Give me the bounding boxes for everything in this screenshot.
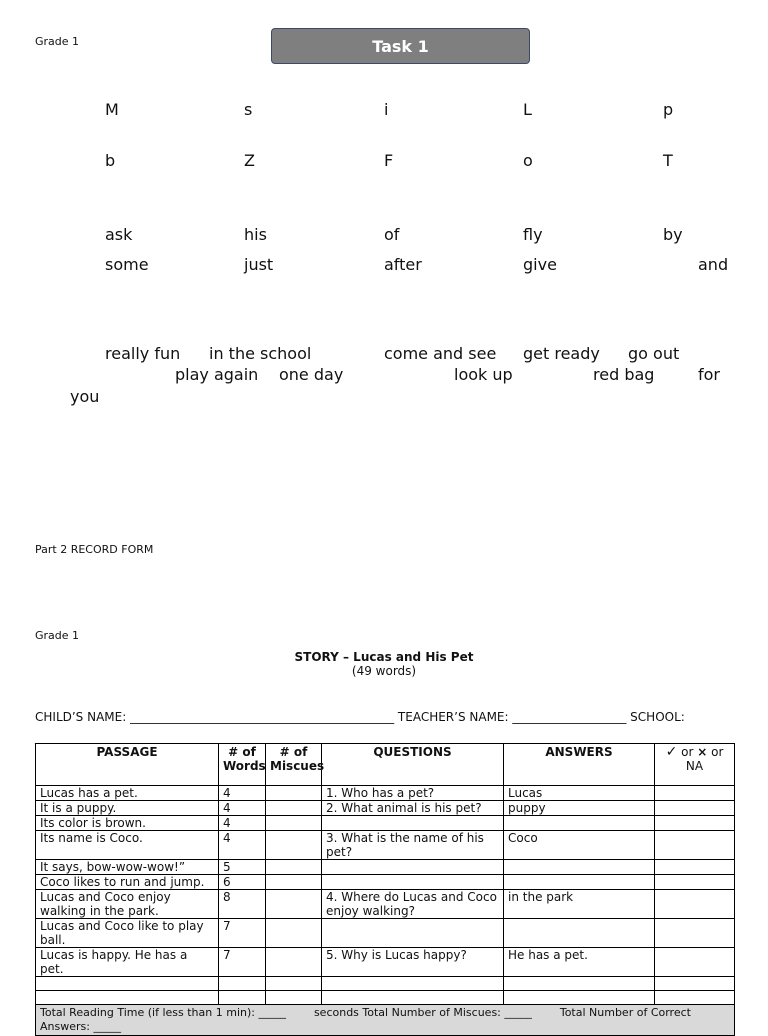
empty-row [36, 977, 735, 991]
story-title [0, 650, 768, 664]
mark-cell[interactable] [655, 831, 735, 860]
answer-cell: He has a pet. [504, 948, 655, 977]
col-header-answers: ANSWERS [504, 744, 655, 786]
word: ask [105, 225, 133, 244]
story-name: – Lucas and His Pet [338, 650, 474, 664]
answer-cell: Lucas [504, 786, 655, 801]
miscues-cell[interactable] [266, 919, 322, 948]
table-row [36, 875, 735, 890]
question-cell [322, 860, 504, 875]
empty-cell[interactable] [266, 977, 322, 991]
question-cell [322, 875, 504, 890]
col-header-words: # of Words [219, 744, 266, 786]
totals-text[interactable]: Total Reading Time (if less than 1 min): _____ seconds Total Number of Miscues: _____ Total Number of Correct Answers: _____ [36, 1005, 735, 1036]
letter: o [523, 151, 533, 170]
table-row [36, 860, 735, 875]
empty-cell[interactable] [219, 977, 266, 991]
form-grade-label: Grade 1 [35, 629, 80, 642]
phrase: red bag [593, 365, 655, 384]
passage-cell: Lucas and Coco enjoy walking in the park. [36, 890, 219, 919]
mark-cell[interactable] [655, 948, 735, 977]
passage-cell: Lucas and Coco like to play ball. [36, 919, 219, 948]
passage-cell: Its color is brown. [36, 816, 219, 831]
answer-cell: in the park [504, 890, 655, 919]
story-word-count: (49 words) [351, 664, 417, 678]
word: of [384, 225, 400, 244]
question-cell [322, 919, 504, 948]
phrase: come and see [384, 344, 497, 363]
phrase: really fun [105, 344, 181, 363]
col-header-passage: PASSAGE [36, 744, 219, 786]
empty-cell[interactable] [504, 991, 655, 1005]
miscues-cell[interactable] [266, 890, 322, 919]
answer-cell: Coco [504, 831, 655, 860]
passage-cell: Its name is Coco. [36, 831, 219, 860]
empty-cell[interactable] [36, 977, 219, 991]
table-row [36, 890, 735, 919]
empty-cell[interactable] [655, 991, 735, 1005]
task-title: Task 1 [372, 36, 429, 56]
empty-cell[interactable] [655, 977, 735, 991]
words-cell: 7 [219, 919, 266, 948]
phrase: get ready [523, 344, 600, 363]
phrase: for [698, 365, 720, 384]
record-table [35, 743, 735, 1036]
answer-cell: puppy [504, 801, 655, 816]
mark-na: NA [685, 759, 704, 773]
miscues-cell[interactable] [266, 786, 322, 801]
mark-cell[interactable] [655, 801, 735, 816]
table-row [36, 831, 735, 860]
grade-label: Grade 1 [35, 35, 80, 48]
passage-cell: It is a puppy. [36, 801, 219, 816]
word: just [244, 255, 274, 274]
answer-cell [504, 860, 655, 875]
answer-cell [504, 875, 655, 890]
child-info-line[interactable]: CHILD’S NAME: ____________________________________________ TEACHER’S NAME: ___________________ SCHOOL: ___________________ [35, 710, 685, 744]
table-header-row [36, 744, 735, 786]
empty-cell[interactable] [504, 977, 655, 991]
check-icon: ✓ [665, 744, 678, 760]
phrase: in the school [209, 344, 312, 363]
empty-cell[interactable] [322, 977, 504, 991]
question-cell: 4. Where do Lucas and Coco enjoy walking? [322, 890, 504, 919]
word: some [105, 255, 149, 274]
question-cell: 3. What is the name of his pet? [322, 831, 504, 860]
empty-cell[interactable] [322, 991, 504, 1005]
mark-or-2: or [711, 745, 724, 759]
col-header-questions: QUESTIONS [322, 744, 504, 786]
words-cell: 4 [219, 801, 266, 816]
cross-icon: × [697, 745, 708, 759]
mark-cell[interactable] [655, 890, 735, 919]
answer-cell [504, 816, 655, 831]
table-row [36, 948, 735, 977]
words-cell: 7 [219, 948, 266, 977]
miscues-cell[interactable] [266, 801, 322, 816]
miscues-cell[interactable] [266, 860, 322, 875]
word: give [523, 255, 557, 274]
question-cell [322, 816, 504, 831]
table-row [36, 786, 735, 801]
table-row [36, 919, 735, 948]
phrase: go out [628, 344, 680, 363]
phrase: one day [279, 365, 344, 384]
miscues-cell[interactable] [266, 875, 322, 890]
word: by [663, 225, 683, 244]
word: his [244, 225, 267, 244]
word: after [384, 255, 422, 274]
miscues-cell[interactable] [266, 831, 322, 860]
col-header-mark [655, 744, 735, 786]
totals-row [36, 1005, 735, 1036]
question-cell: 2. What animal is his pet? [322, 801, 504, 816]
empty-cell[interactable] [266, 991, 322, 1005]
letter: M [105, 100, 119, 119]
letter: L [523, 100, 532, 119]
phrase: play again [175, 365, 259, 384]
table-row [36, 816, 735, 831]
words-cell: 6 [219, 875, 266, 890]
question-cell: 1. Who has a pet? [322, 786, 504, 801]
letter: T [663, 151, 673, 170]
task-title-box [271, 28, 530, 64]
passage-cell: It says, bow-wow-wow!” [36, 860, 219, 875]
empty-row [36, 991, 735, 1005]
empty-cell[interactable] [219, 991, 266, 1005]
words-cell: 4 [219, 786, 266, 801]
phrase: look up [454, 365, 513, 384]
miscues-cell[interactable] [266, 816, 322, 831]
col-header-miscues: # of Miscues [266, 744, 322, 786]
passage-cell: Coco likes to run and jump. [36, 875, 219, 890]
mark-cell[interactable] [655, 875, 735, 890]
word: fly [523, 225, 543, 244]
words-cell: 4 [219, 816, 266, 831]
letter: F [384, 151, 394, 170]
question-cell: 5. Why is Lucas happy? [322, 948, 504, 977]
empty-cell[interactable] [36, 991, 219, 1005]
passage-cell: Lucas has a pet. [36, 786, 219, 801]
passage-cell: Lucas is happy. He has a pet. [36, 948, 219, 977]
miscues-cell[interactable] [266, 948, 322, 977]
letter: i [384, 100, 389, 119]
table-row [36, 801, 735, 816]
story-prefix: STORY [294, 650, 339, 664]
mark-cell[interactable] [655, 860, 735, 875]
letter: b [105, 151, 116, 170]
phrase: you [70, 387, 100, 406]
mark-cell[interactable] [655, 919, 735, 948]
mark-cell[interactable] [655, 786, 735, 801]
mark-cell[interactable] [655, 816, 735, 831]
words-cell: 5 [219, 860, 266, 875]
word: and [698, 255, 729, 274]
words-cell: 4 [219, 831, 266, 860]
mark-or-1: or [681, 745, 694, 759]
letter: p [663, 100, 674, 119]
letter: Z [244, 151, 255, 170]
letter: s [244, 100, 253, 119]
part2-label: Part 2 RECORD FORM [35, 543, 154, 556]
answer-cell [504, 919, 655, 948]
words-cell: 8 [219, 890, 266, 919]
